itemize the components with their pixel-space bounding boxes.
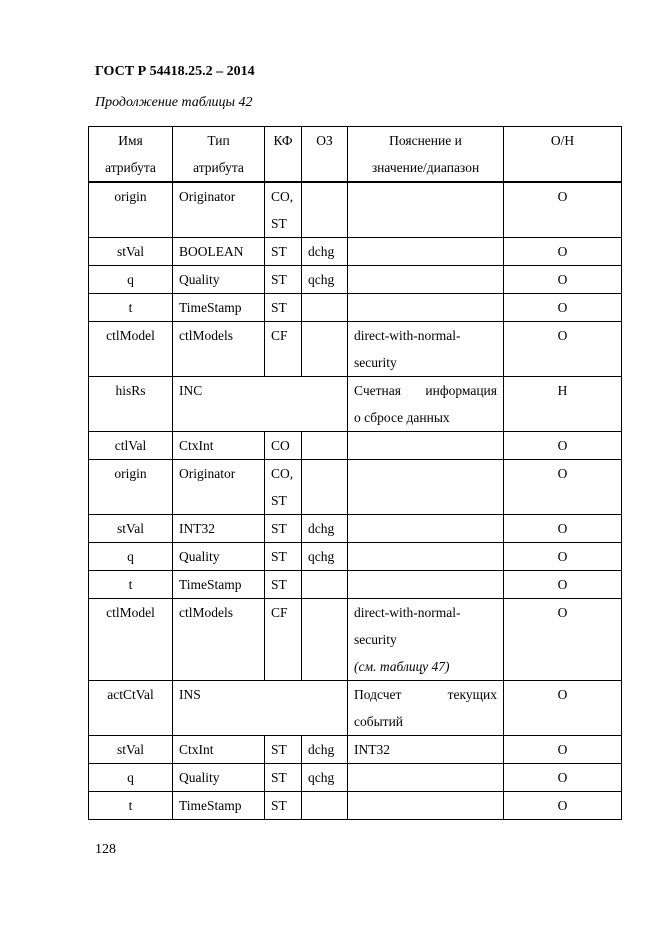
description-cell bbox=[348, 571, 504, 599]
oz-cell bbox=[302, 571, 348, 599]
attribute-type-cell: Quality bbox=[173, 764, 265, 792]
description-cell: INT32 bbox=[348, 736, 504, 764]
header-on: О/Н bbox=[504, 127, 622, 183]
attribute-name-cell: origin bbox=[89, 460, 173, 515]
attribute-name-cell: origin bbox=[89, 182, 173, 238]
description-cell: Счетная информация о сбросе данных bbox=[348, 377, 504, 432]
oz-cell: qchg bbox=[302, 764, 348, 792]
oz-cell bbox=[302, 432, 348, 460]
table-row bbox=[89, 377, 622, 432]
oz-cell bbox=[302, 182, 348, 238]
attribute-type-cell: TimeStamp bbox=[173, 294, 265, 322]
attribute-name-cell: q bbox=[89, 764, 173, 792]
attribute-name-cell: t bbox=[89, 792, 173, 820]
attribute-name-cell: ctlVal bbox=[89, 432, 173, 460]
description-cell bbox=[348, 294, 504, 322]
table-row bbox=[89, 599, 622, 681]
attribute-type-cell: Quality bbox=[173, 543, 265, 571]
on-cell: O bbox=[504, 599, 622, 681]
on-cell: O bbox=[504, 294, 622, 322]
kf-cell: CO bbox=[265, 432, 302, 460]
description-cell bbox=[348, 460, 504, 515]
description-cell: direct-with-normal- security bbox=[348, 322, 504, 377]
table-row bbox=[89, 515, 622, 543]
on-cell: O bbox=[504, 764, 622, 792]
kf-cell: CO, ST bbox=[265, 460, 302, 515]
attribute-type-cell: INS bbox=[173, 681, 348, 736]
header-attribute-type: Тип атрибута bbox=[173, 127, 265, 183]
description-cell bbox=[348, 515, 504, 543]
table-row bbox=[89, 238, 622, 266]
document-header: ГОСТ Р 54418.25.2 – 2014 bbox=[95, 64, 255, 79]
kf-cell: ST bbox=[265, 543, 302, 571]
table-row bbox=[89, 432, 622, 460]
table-row bbox=[89, 681, 622, 736]
on-cell: O bbox=[504, 736, 622, 764]
description-cell bbox=[348, 182, 504, 238]
description-cell bbox=[348, 792, 504, 820]
header-description: Пояснение и значение/диапазон bbox=[348, 127, 504, 183]
on-cell: O bbox=[504, 182, 622, 238]
attribute-type-cell: CtxInt bbox=[173, 736, 265, 764]
table-row bbox=[89, 543, 622, 571]
attribute-name-cell: t bbox=[89, 571, 173, 599]
table-row bbox=[89, 322, 622, 377]
on-cell: O bbox=[504, 460, 622, 515]
table-row bbox=[89, 182, 622, 238]
attribute-name-cell: ctlModel bbox=[89, 322, 173, 377]
attribute-name-cell: ctlModel bbox=[89, 599, 173, 681]
kf-cell: CF bbox=[265, 599, 302, 681]
attribute-name-cell: hisRs bbox=[89, 377, 173, 432]
table-row bbox=[89, 792, 622, 820]
table-row bbox=[89, 571, 622, 599]
oz-cell bbox=[302, 792, 348, 820]
attribute-type-cell: Quality bbox=[173, 266, 265, 294]
on-cell: O bbox=[504, 543, 622, 571]
kf-cell: ST bbox=[265, 792, 302, 820]
kf-cell: ST bbox=[265, 266, 302, 294]
on-cell: O bbox=[504, 792, 622, 820]
kf-cell: CO, ST bbox=[265, 182, 302, 238]
attribute-name-cell: stVal bbox=[89, 736, 173, 764]
oz-cell: dchg bbox=[302, 736, 348, 764]
kf-cell: ST bbox=[265, 571, 302, 599]
oz-cell bbox=[302, 294, 348, 322]
on-cell: Н bbox=[504, 377, 622, 432]
header-kf: КФ bbox=[265, 127, 302, 183]
table-row bbox=[89, 764, 622, 792]
oz-cell: dchg bbox=[302, 515, 348, 543]
oz-cell: qchg bbox=[302, 543, 348, 571]
table-row bbox=[89, 266, 622, 294]
kf-cell: ST bbox=[265, 736, 302, 764]
attribute-type-cell: INC bbox=[173, 377, 348, 432]
on-cell: O bbox=[504, 266, 622, 294]
attribute-name-cell: stVal bbox=[89, 515, 173, 543]
page-number: 128 bbox=[95, 842, 116, 857]
description-cell bbox=[348, 266, 504, 294]
attribute-table bbox=[88, 126, 622, 820]
on-cell: O bbox=[504, 681, 622, 736]
description-cell bbox=[348, 764, 504, 792]
table-row bbox=[89, 294, 622, 322]
attribute-type-cell: TimeStamp bbox=[173, 792, 265, 820]
attribute-type-cell: ctlModels bbox=[173, 322, 265, 377]
attribute-name-cell: q bbox=[89, 543, 173, 571]
kf-cell: ST bbox=[265, 515, 302, 543]
attribute-type-cell: TimeStamp bbox=[173, 571, 265, 599]
attribute-type-cell: BOOLEAN bbox=[173, 238, 265, 266]
on-cell: O bbox=[504, 571, 622, 599]
oz-cell: dchg bbox=[302, 238, 348, 266]
table-body bbox=[89, 182, 622, 820]
kf-cell: ST bbox=[265, 238, 302, 266]
on-cell: O bbox=[504, 322, 622, 377]
kf-cell: ST bbox=[265, 294, 302, 322]
attribute-name-cell: actCtVal bbox=[89, 681, 173, 736]
oz-cell bbox=[302, 599, 348, 681]
oz-cell bbox=[302, 460, 348, 515]
oz-cell: qchg bbox=[302, 266, 348, 294]
oz-cell bbox=[302, 322, 348, 377]
description-cell: Подсчет текущих событий bbox=[348, 681, 504, 736]
on-cell: O bbox=[504, 432, 622, 460]
table-row bbox=[89, 460, 622, 515]
table-header-row bbox=[89, 127, 622, 183]
description-cell bbox=[348, 543, 504, 571]
on-cell: O bbox=[504, 515, 622, 543]
attribute-type-cell: Originator bbox=[173, 460, 265, 515]
table-row bbox=[89, 736, 622, 764]
attribute-type-cell: Originator bbox=[173, 182, 265, 238]
header-oz: ОЗ bbox=[302, 127, 348, 183]
description-cell bbox=[348, 432, 504, 460]
attribute-type-cell: CtxInt bbox=[173, 432, 265, 460]
on-cell: O bbox=[504, 238, 622, 266]
attribute-type-cell: ctlModels bbox=[173, 599, 265, 681]
attribute-type-cell: INT32 bbox=[173, 515, 265, 543]
kf-cell: CF bbox=[265, 322, 302, 377]
attribute-name-cell: q bbox=[89, 266, 173, 294]
description-cell: direct-with-normal- security (см. таблицу 47) bbox=[348, 599, 504, 681]
kf-cell: ST bbox=[265, 764, 302, 792]
table-continuation-caption: Продолжение таблицы 42 bbox=[95, 95, 253, 110]
header-attribute-name: Имя атрибута bbox=[89, 127, 173, 183]
attribute-name-cell: stVal bbox=[89, 238, 173, 266]
attribute-name-cell: t bbox=[89, 294, 173, 322]
description-cell bbox=[348, 238, 504, 266]
